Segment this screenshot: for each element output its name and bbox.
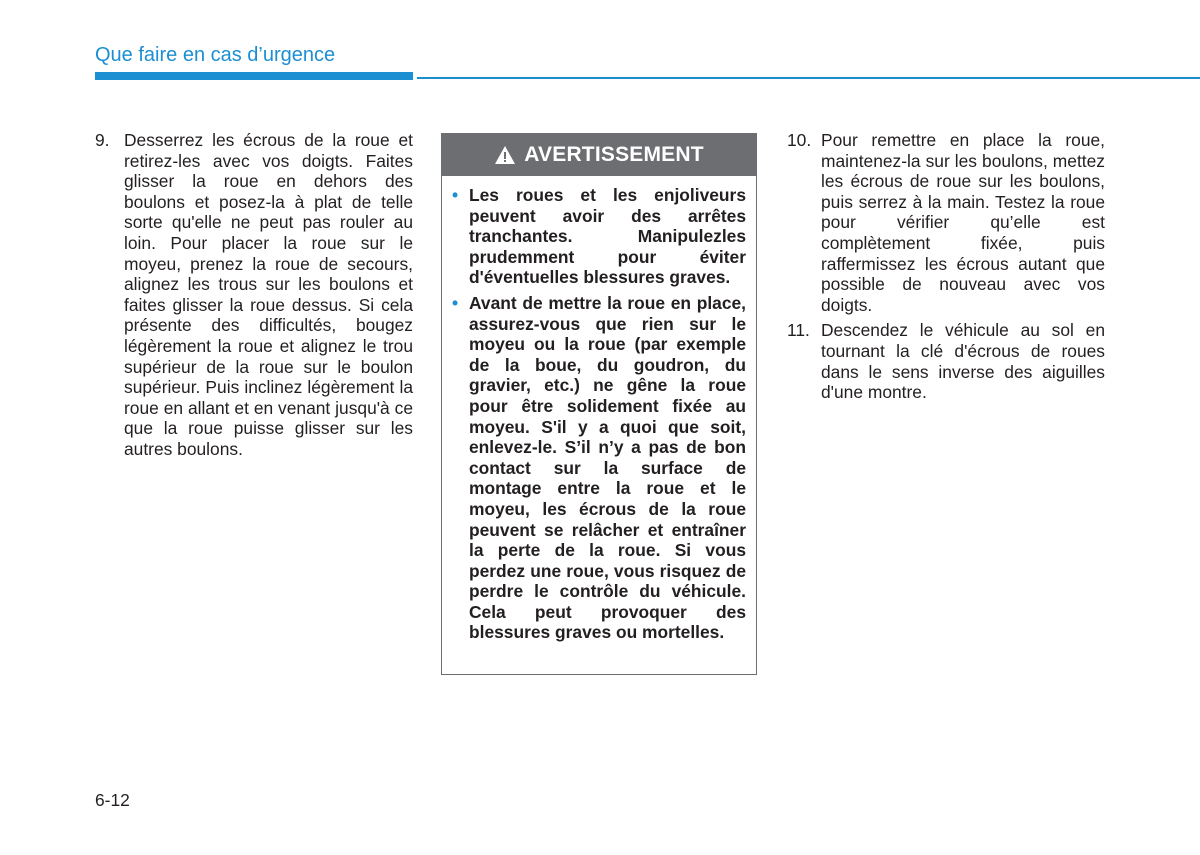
warning-triangle-icon [494, 145, 516, 165]
step-text: Descendez le véhicule au sol en tournant la clé d'écrous de roues dans le sens inverse des aiguilles d'une montre. [821, 320, 1105, 403]
step-10 [787, 130, 1105, 315]
header-rule-line [417, 77, 1200, 79]
right-column [787, 130, 1105, 408]
section-title: Que faire en cas d’urgence [95, 44, 336, 66]
page-number: 6-12 [95, 790, 130, 810]
step-text: Pour remettre en place la roue, maintenez-la sur les boulons, mettez les écrous de roue sur les boulons, puis serrez à la main. Testez la roue pour vérifier qu’elle est complètement fixée, puis raffermissez les écrous autant que possible de nouveau avec vos doigts. [821, 130, 1105, 315]
header-rule-accent [95, 72, 413, 80]
warning-list [442, 176, 756, 643]
warning-item-text: Les roues et les enjoliveurs peuvent avoir des arrêtes tranchantes. Manipulezles prudemment pour éviter d'éventuelles blessures graves. [469, 185, 746, 288]
warning-item [452, 293, 746, 643]
step-number: 11. [787, 320, 810, 341]
warning-header [442, 134, 756, 176]
warning-item [452, 185, 746, 288]
warning-title: AVERTISSEMENT [524, 143, 704, 166]
step-9 [95, 130, 413, 460]
step-number: 9. [95, 130, 110, 150]
bullet-icon: • [452, 185, 459, 205]
warning-box [441, 133, 757, 675]
step-text: Desserrez les écrous de la roue et retirez-les avec vos doigts. Faites glisser la roue en dehors des boulons et posez-la à plat de telle sorte qu'elle ne peut pas rouler au loin. Pour placer la roue sur le moyeu, prenez la roue de secours, alignez les trous sur les boulons et faites glisser la roue dessus. Si cela présente des difficultés, bougez légèrement la roue et alignez le trou supérieur de la roue sur le boulon supérieur. Puis inclinez légèrement la roue en allant et en venant jusqu'à ce que la roue puisse glisser sur les autres boulons. [124, 130, 413, 459]
step-number: 10. [787, 130, 812, 150]
left-column [95, 130, 413, 465]
step-11 [787, 320, 1105, 402]
bullet-icon: • [452, 292, 459, 313]
warning-item-text: Avant de mettre la roue en place, assurez-vous que rien sur le moyeu ou la roue (par exemple de la boue, du goudron, du gravier, etc.) ne gêne la roue pour être solidement fixée au moyeu. S'il y a quoi que soit, enlevez-le. S’il n’y a pas de bon contact sur la surface de montage entre la roue et le moyeu, les écrous de la roue peuvent se relâcher et entraîner la perte de la roue. Si vous perdez une roue, vous risquez de perdre le contrôle du véhicule. Cela peut provoquer des blessures graves ou mortelles. [469, 292, 746, 643]
